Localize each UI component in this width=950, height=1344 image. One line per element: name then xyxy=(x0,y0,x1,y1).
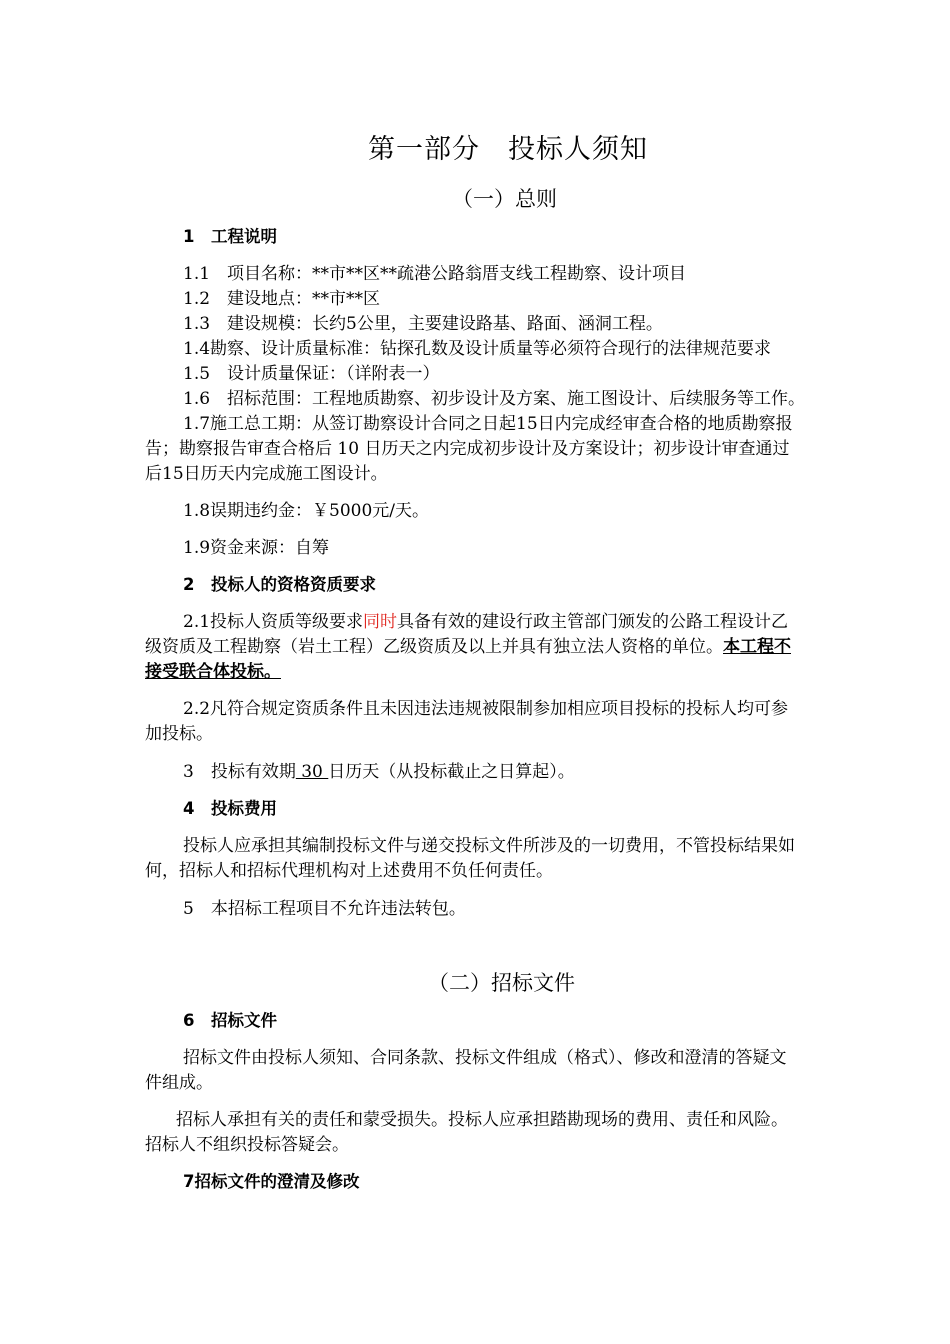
document-title: 第一部分 投标人须知 xyxy=(368,134,648,165)
heading-tender-documents: 6 招标文件 xyxy=(183,1011,277,1030)
paragraph-1-5: 1.5 设计质量保证：（详附表一） xyxy=(183,364,440,384)
paragraph-4-line-2: 何，招标人和招标代理机构对上述费用不负任何责任。 xyxy=(145,861,553,881)
paragraph-6-line-2: 件组成。 xyxy=(145,1073,213,1093)
paragraph-1-7-line-2: 告；勘察报告审查合格后 10 日历天之内完成初步设计及方案设计；初步设计审查通过 xyxy=(145,439,790,459)
paragraph-2-1-line-3: 接受联合体投标。 xyxy=(145,662,281,682)
paragraph-5: 5 本招标工程项目不允许违法转包。 xyxy=(183,899,466,919)
bid-validity-suffix: 日历天（从投标截止之日算起）。 xyxy=(328,762,575,782)
paragraph-1-2: 1.2 建设地点：**市**区 xyxy=(183,289,381,309)
paragraph-6b-line-2: 招标人不组织投标答疑会。 xyxy=(145,1135,349,1155)
paragraph-1-9: 1.9资金来源：自筹 xyxy=(183,538,330,558)
paragraph-4-line-1: 投标人应承担其编制投标文件与递交投标文件所涉及的一切费用，不管投标结果如 xyxy=(183,836,795,856)
paragraph-2-1-text-a: 2.1投标人资质等级要求 xyxy=(183,612,364,632)
section-heading-general: （一）总则 xyxy=(452,187,557,211)
paragraph-6-line-1: 招标文件由投标人须知、合同条款、投标文件组成（格式）、修改和澄清的答疑文 xyxy=(183,1048,787,1068)
heading-clarification: 7招标文件的澄清及修改 xyxy=(183,1172,360,1191)
paragraph-1-1: 1.1 项目名称：**市**区**疏港公路翁厝支线工程勘察、设计项目 xyxy=(183,264,687,284)
paragraph-2-2-line-1: 2.2凡符合规定资质条件且未因违法违规被限制参加相应项目投标的投标人均可参 xyxy=(183,699,789,719)
heading-project-description: 1 工程说明 xyxy=(183,227,277,246)
paragraph-1-3: 1.3 建设规模：长约5公里，主要建设路基、路面、涵洞工程。 xyxy=(183,314,663,334)
paragraph-2-1-line-2 xyxy=(145,636,791,658)
paragraph-1-6: 1.6 招标范围：工程地质勘察、初步设计及方案、施工图设计、后续服务等工作。 xyxy=(183,389,806,409)
paragraph-1-7-line-1: 1.7施工总工期：从签订勘察设计合同之日起15日内完成经审查合格的地质勘察报 xyxy=(183,414,793,434)
section-heading-documents: （二）招标文件 xyxy=(428,971,575,995)
heading-bid-cost: 4 投标费用 xyxy=(183,799,277,818)
paragraph-2-2-line-2: 加投标。 xyxy=(145,724,213,744)
paragraph-1-4: 1.4勘察、设计质量标准：钻探孔数及设计质量等必须符合现行的法律规范要求 xyxy=(183,339,772,359)
paragraph-2-1-text-b: 具备有效的建设行政主管部门颁发的公路工程设计乙 xyxy=(397,612,789,632)
paragraph-2-1-highlight: 同时 xyxy=(363,612,398,632)
bid-validity-label: 3 投标有效期 xyxy=(183,762,296,782)
paragraph-1-8: 1.8误期违约金：￥5000元/天。 xyxy=(183,501,430,521)
heading-qualification: 2 投标人的资格资质要求 xyxy=(183,575,376,594)
paragraph-1-7-line-3: 后15日历天内完成施工图设计。 xyxy=(145,464,388,484)
paragraph-6b-line-1: 招标人承担有关的责任和蒙受损失。投标人应承担踏勘现场的费用、责任和风险。 xyxy=(176,1110,788,1130)
paragraph-2-1-line-1 xyxy=(183,611,788,633)
paragraph-2-1-emphasis: 本工程不 xyxy=(723,637,791,657)
heading-bid-validity xyxy=(183,761,575,783)
paragraph-2-1-line-2-text: 级资质及工程勘察（岩土工程）乙级资质及以上并具有独立法人资格的单位。 xyxy=(145,637,723,657)
bid-validity-days: 30 xyxy=(295,762,329,782)
